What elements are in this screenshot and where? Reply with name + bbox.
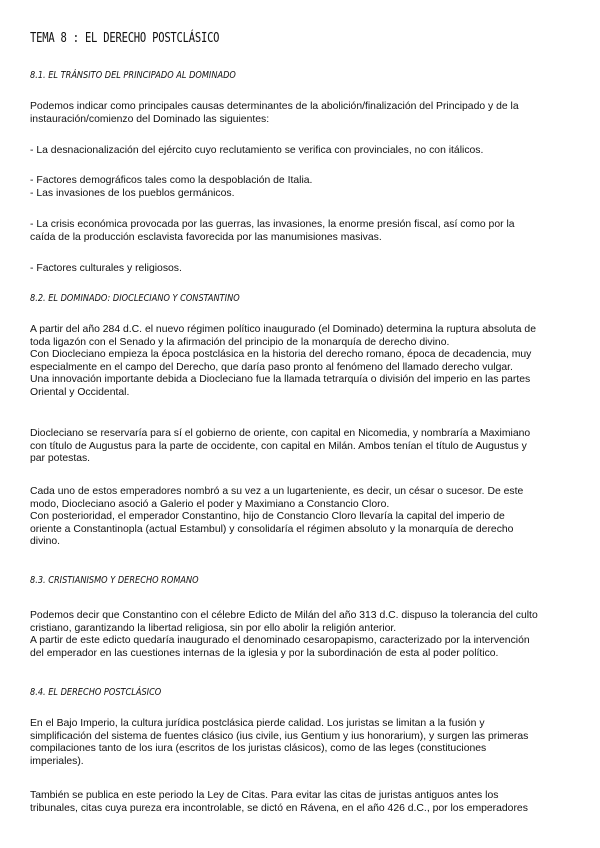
text-line: oriente a Constantinopla (actual Estambul) y consolidaría el régimen absoluto y la monarquía de derecho [30, 523, 514, 535]
text-line: - La desnacionalización del ejército cuyo reclutamiento se verifica con provinciales, no con itálicos. [30, 145, 484, 156]
text-line: A partir de este edicto quedaría inaugurado el denominado cesaropapismo, caracterizado por la intervención [30, 635, 530, 647]
text-line: - Las invasiones de los pueblos germánicos. [30, 187, 235, 199]
text-line: con título de Augustus para la parte de occidente, con capital en Milán. Ambos tenían el título de Augustus y [30, 440, 527, 452]
paragraph [30, 428, 550, 466]
paragraph [30, 175, 550, 200]
text-line: tribunales, citas cuya pureza era incontrolable, se dictó en Rávena, en el año 426 d.C., por los emperadores [30, 802, 528, 814]
text-line: Podemos indicar como principales causas determinantes de la abolición/finalización del Principado y de la [30, 101, 519, 112]
text-line: Con Diocleciano empieza la época postclásica en la historia del derecho romano, época de decadencia, muy [30, 349, 532, 361]
text-line: Podemos decir que Constantino con el célebre Edicto de Milán del año 313 d.C. dispuso la tolerancia del culto [30, 610, 538, 621]
text-line: Una innovación importante debida a Diocleciano fue la llamada tetrarquía o división del imperio en las partes [30, 374, 531, 386]
text-line: simplificación del sistema de fuentes clásico (ius civile, ius Gentium y ius honorarium), y surgen las primeras [30, 730, 529, 742]
paragraph [30, 324, 550, 400]
text-line: Con posterioridad, el emperador Constantino, hijo de Constancio Cloro llevaría la capital del imperio de [30, 511, 505, 523]
section-heading-8-2: 8.2. EL DOMINADO: DIOCLECIANO Y CONSTANTINO [30, 293, 240, 304]
text-line: - La crisis económica provocada por las guerras, las invasiones, la enorme presión fiscal, así como por la [30, 219, 515, 230]
text-line: instauración/comienzo del Dominado las siguientes: [30, 113, 270, 125]
paragraph [30, 610, 550, 660]
text-line: Oriental y Occidental. [30, 386, 130, 398]
text-line: - Factores culturales y religiosos. [30, 263, 182, 274]
paragraph [30, 718, 550, 768]
section-heading-8-1: 8.1. EL TRÁNSITO DEL PRINCIPADO AL DOMINADO [30, 70, 236, 81]
text-line: del emperador en las cuestiones internas de la iglesia y por la subordinación de esta al poder político. [30, 647, 499, 659]
text-line: Cada uno de estos emperadores nombró a su vez a un lugarteniente, es decir, un césar o sucesor. De este [30, 486, 524, 497]
paragraph [30, 263, 550, 276]
text-line: - Factores demográficos tales como la despoblación de Italia. [30, 175, 313, 186]
text-line: imperiales). [30, 755, 84, 767]
document-title: TEMA 8 : EL DERECHO POSTCLÁSICO [30, 30, 220, 46]
section-heading-8-4: 8.4. EL DERECHO POSTCLÁSICO [30, 687, 162, 698]
section-heading-8-3: 8.3. CRISTIANISMO Y DERECHO ROMANO [30, 575, 199, 586]
text-line: También se publica en este periodo la Ley de Citas. Para evitar las citas de juristas antiguos antes los [30, 790, 499, 801]
text-line: divino. [30, 536, 61, 548]
text-line: compilaciones tanto de los iura (escritos de los juristas clásicos), como de las leges (constituciones [30, 743, 487, 755]
paragraph [30, 790, 550, 815]
paragraph [30, 486, 550, 549]
paragraph [30, 219, 550, 244]
text-line: En el Bajo Imperio, la cultura jurídica postclásica pierde calidad. Los juristas se limitan a la fusión y [30, 718, 485, 729]
text-line: par potestas. [30, 453, 91, 465]
text-line: Diocleciano se reservaría para sí el gobierno de oriente, con capital en Nicomedia, y nombraría a Maximiano [30, 428, 531, 439]
text-line: caída de la producción esclavista favorecida por las manumisiones masivas. [30, 231, 382, 243]
text-line: cristiano, garantizando la libertad religiosa, sin por ello abolir la religión anterior. [30, 622, 397, 634]
text-line: especialmente en el campo del Derecho, que daría paso pronto al fenómeno del llamado derecho vulgar. [30, 361, 513, 373]
paragraph [30, 101, 550, 126]
text-line: A partir del año 284 d.C. el nuevo régimen político inaugurado (el Dominado) determina la ruptura absoluta de [30, 324, 536, 335]
text-line: toda ligazón con el Senado y la afirmación del principio de la monarquía de derecho divino. [30, 336, 450, 348]
paragraph [30, 145, 550, 158]
text-line: modo, Diocleciano asoció a Galerio el poder y Maximiano a Constancio Cloro. [30, 498, 390, 510]
